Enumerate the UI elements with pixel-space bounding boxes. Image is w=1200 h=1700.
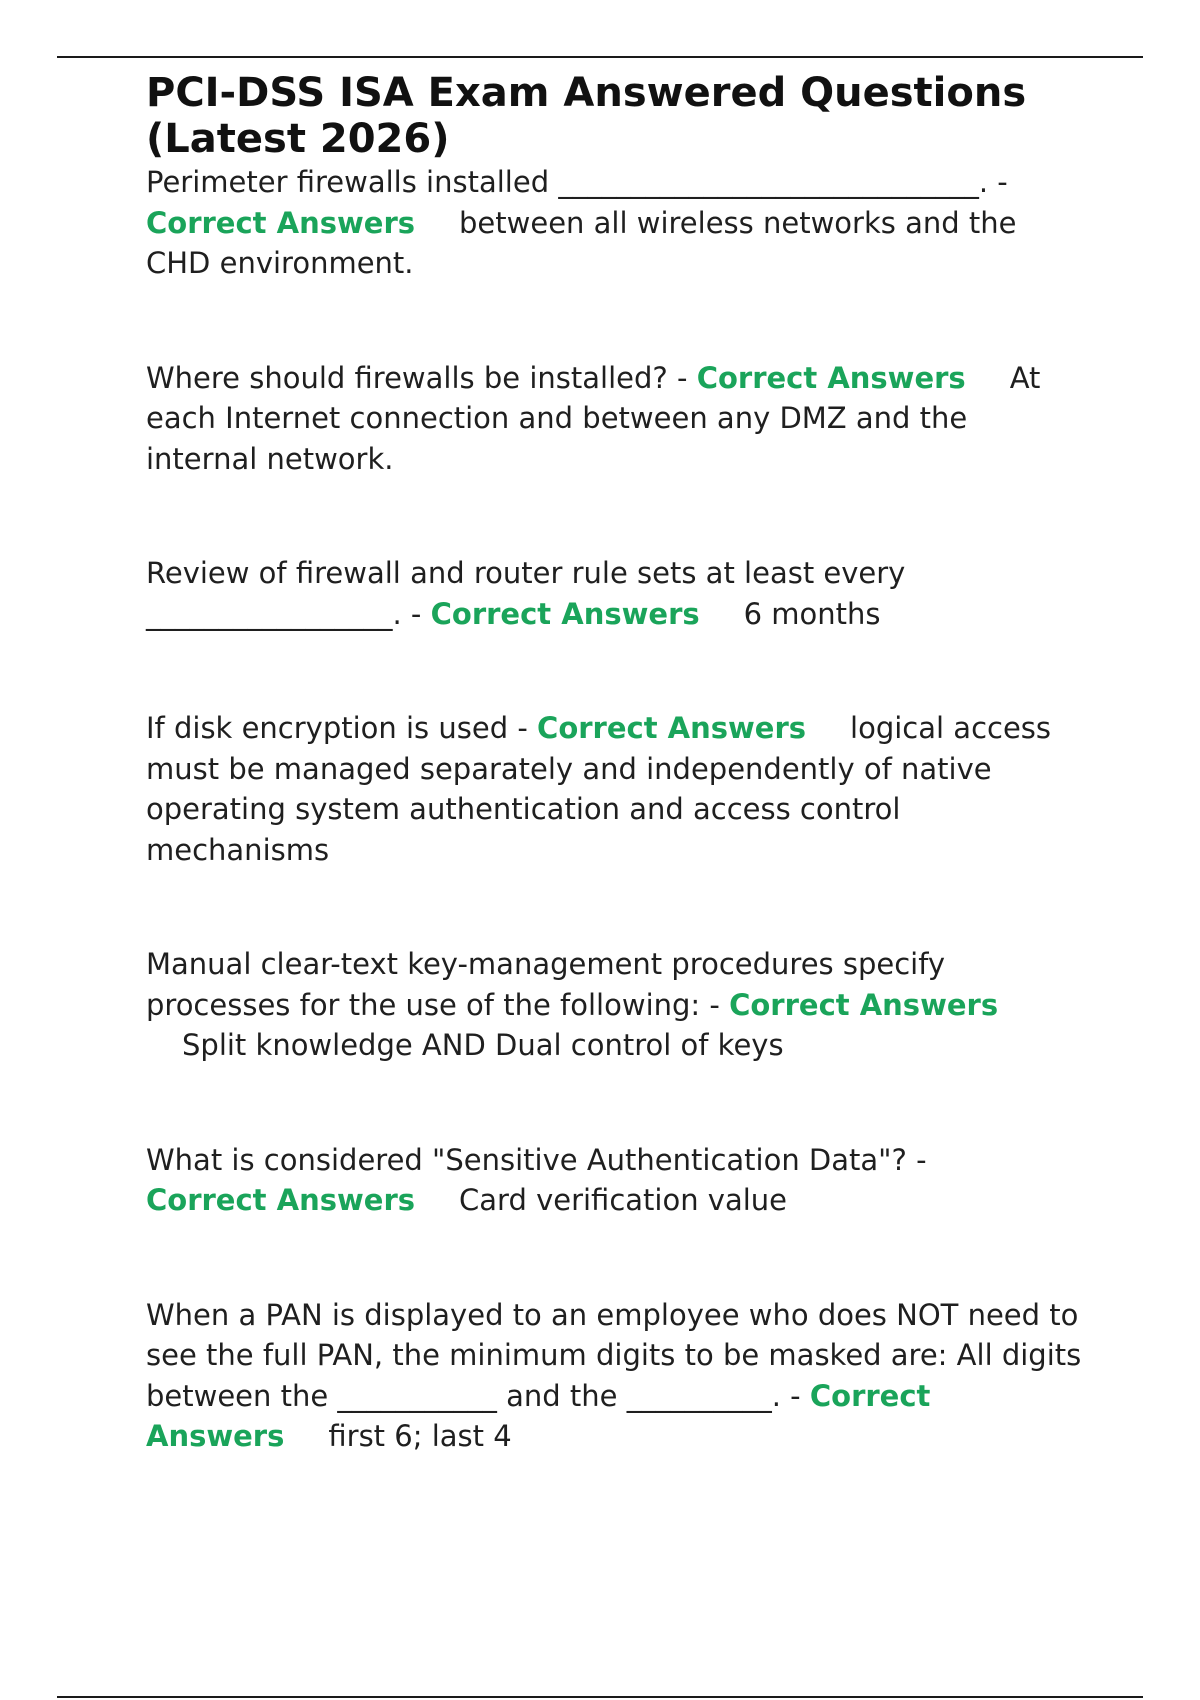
qa-item-2 (146, 358, 1086, 480)
correct-answers-label: Correct Answers (146, 1183, 416, 1217)
document-title: PCI-DSS ISA Exam Answered Questions (Latest 2026) (146, 70, 1027, 162)
qa-item-1 (146, 162, 1086, 284)
correct-answers-label-part2: Answers (146, 1419, 285, 1453)
qa-item-4 (146, 708, 1086, 870)
question-text: Perimeter firewalls installed _____________________________. - (146, 165, 1008, 199)
question-text-blank: _________________. - (146, 596, 422, 631)
correct-answers-label-part1: Correct (809, 1378, 931, 1413)
qa-item-7 (146, 1295, 1086, 1457)
correct-answers-label: Correct Answers (537, 711, 807, 745)
answer-text: first 6; last 4 (328, 1419, 512, 1453)
answer-text: Split knowledge AND Dual control of keys (182, 1028, 784, 1062)
question-text: Manual clear-text key-management procedures specify processes for the use of the following: - (146, 947, 946, 1022)
answer-text: Card verification value (459, 1183, 788, 1217)
bottom-rule (57, 1696, 1143, 1698)
top-rule (57, 56, 1143, 58)
correct-answers-label: Correct Answers (696, 360, 966, 395)
question-text: Review of firewall and router rule sets at least every (146, 556, 906, 590)
correct-answers-label: Correct Answers (146, 205, 416, 240)
correct-answers-label: Correct Answers (430, 596, 700, 631)
correct-answers-label: Correct Answers (729, 987, 999, 1022)
question-text: When a PAN is displayed to an employee who does NOT need to see the full PAN, the minimum digits to be masked are: All digits between the ___________ and the __________. - (146, 1297, 1082, 1413)
answer-text: 6 months (743, 596, 881, 631)
question-text: If disk encryption is used - (146, 711, 528, 745)
answer-text: between all wireless networks and the CHD environment. (146, 205, 1017, 280)
question-text: Where should firewalls be installed? - (146, 360, 688, 395)
answer-text: At each Internet connection and between any DMZ and the internal network. (146, 360, 1041, 476)
answer-text: logical access must be managed separately and independently of native operating system authentication and access control mechanisms (146, 711, 1052, 867)
qa-item-5 (146, 944, 1086, 1066)
qa-item-3 (146, 553, 1086, 634)
qa-item-6 (146, 1140, 1086, 1221)
document-body (146, 70, 1086, 1457)
question-text: What is considered "Sensitive Authentication Data"? - (146, 1142, 927, 1177)
